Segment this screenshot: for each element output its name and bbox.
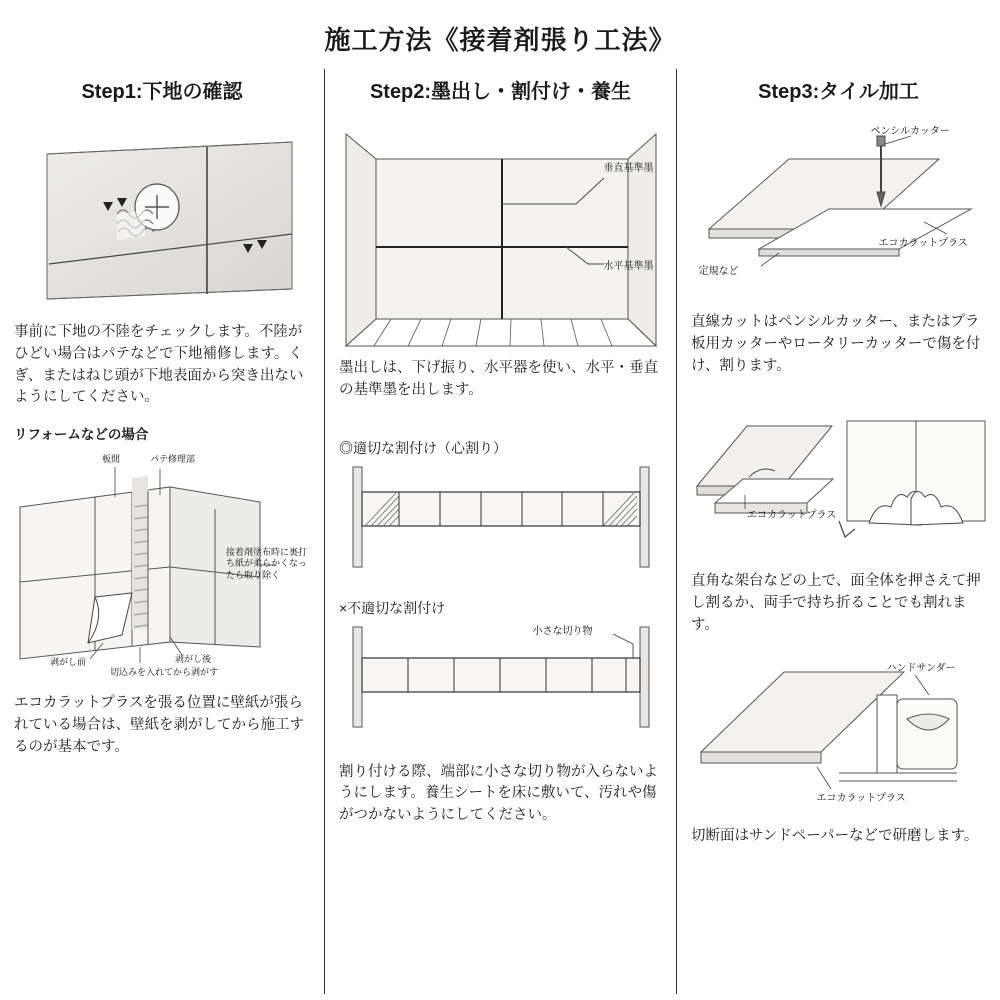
label-product-3: エコカラットプラス	[816, 792, 906, 804]
label-putty-repair: パテ修理部	[150, 454, 196, 464]
step1-column	[0, 69, 325, 994]
step3-paragraph-2: 直角な架台などの上で、面全体を押さえて押し割るか、両手で持ち折ることでも割れます。	[691, 573, 981, 633]
label-cut-note: 切込みを入れてから剥がす	[110, 667, 219, 677]
label-horizontal-reference: 水平基準墨	[603, 261, 654, 272]
label-pencil-cutter: ペンシルカッター	[870, 126, 950, 137]
step3-title: Step3:タイル加工	[758, 81, 919, 103]
step2-title: Step2:墨出し・割付け・養生	[369, 81, 632, 103]
label-small-cut-piece: 小さな切り物	[532, 625, 593, 637]
label-board-joint: 板間	[102, 454, 121, 464]
step1-title: Step1:下地の確認	[81, 81, 243, 103]
step2-paragraph-2: 割り付ける際、端部に小さな切り物が入らないようにします。養生シートを床に敷いて、汚れや傷がつかないようにしてください。	[339, 763, 658, 823]
bad-layout-figure	[341, 622, 661, 732]
step3-column	[677, 69, 1000, 994]
reference-lines-figure	[336, 114, 666, 354]
pencil-cutter-figure	[689, 114, 989, 304]
label-peel-note: 接着剤塗布時に裏打ち紙が柔らかくなったら取り除く	[226, 547, 308, 580]
label-before-peel: 剥がし前	[50, 657, 87, 667]
snap-tile-figure	[687, 391, 992, 561]
step1-paragraph-2: エコカラットプラスを張る位置に壁紙が張られている場合は、壁紙を剥がしてから施工するのが基本です。	[14, 695, 304, 755]
wallpaper-peel-figure	[10, 447, 315, 677]
steps-container	[0, 69, 1000, 994]
label-product-1: エコカラットプラス	[878, 238, 968, 249]
step1-subhead: リフォームなどの場合	[14, 427, 149, 442]
good-layout-head: ◎適切な割付け（心割り）	[339, 439, 507, 456]
good-layout-figure	[341, 462, 661, 572]
screw-in-substrate-figure	[17, 114, 307, 314]
label-after-peel: 剥がし後	[175, 654, 212, 664]
page-title: 施工方法《接着剤張り工法》	[324, 25, 676, 55]
label-ruler: 定規など	[698, 266, 739, 277]
step2-paragraph-1: 墨出しは、下げ振り、水平器を使い、水平・垂直の基準墨を出します。	[339, 360, 658, 398]
step2-column	[325, 69, 677, 994]
step3-paragraph-1: 直線カットはペンシルカッター、またはプラ板用カッターやロータリーカッターで傷を付け、割ります。	[691, 314, 981, 374]
label-product-2: エコカラットプラス	[747, 510, 837, 522]
step1-paragraph-1: 事前に下地の不陸をチェックします。不陸がひどい場合はパテなどで下地補修します。くぎ、またはねじ頭が下地表面から突き出ないようにしてください。	[14, 324, 304, 406]
hand-sander-figure	[689, 647, 989, 822]
label-hand-sander: ハンドサンダー	[886, 662, 956, 674]
bad-layout-head: ×不適切な割付け	[339, 599, 446, 616]
step3-paragraph-3: 切断面はサンドペーパーなどで研磨します。	[691, 827, 979, 844]
label-vertical-reference: 垂直基準墨	[603, 163, 654, 174]
